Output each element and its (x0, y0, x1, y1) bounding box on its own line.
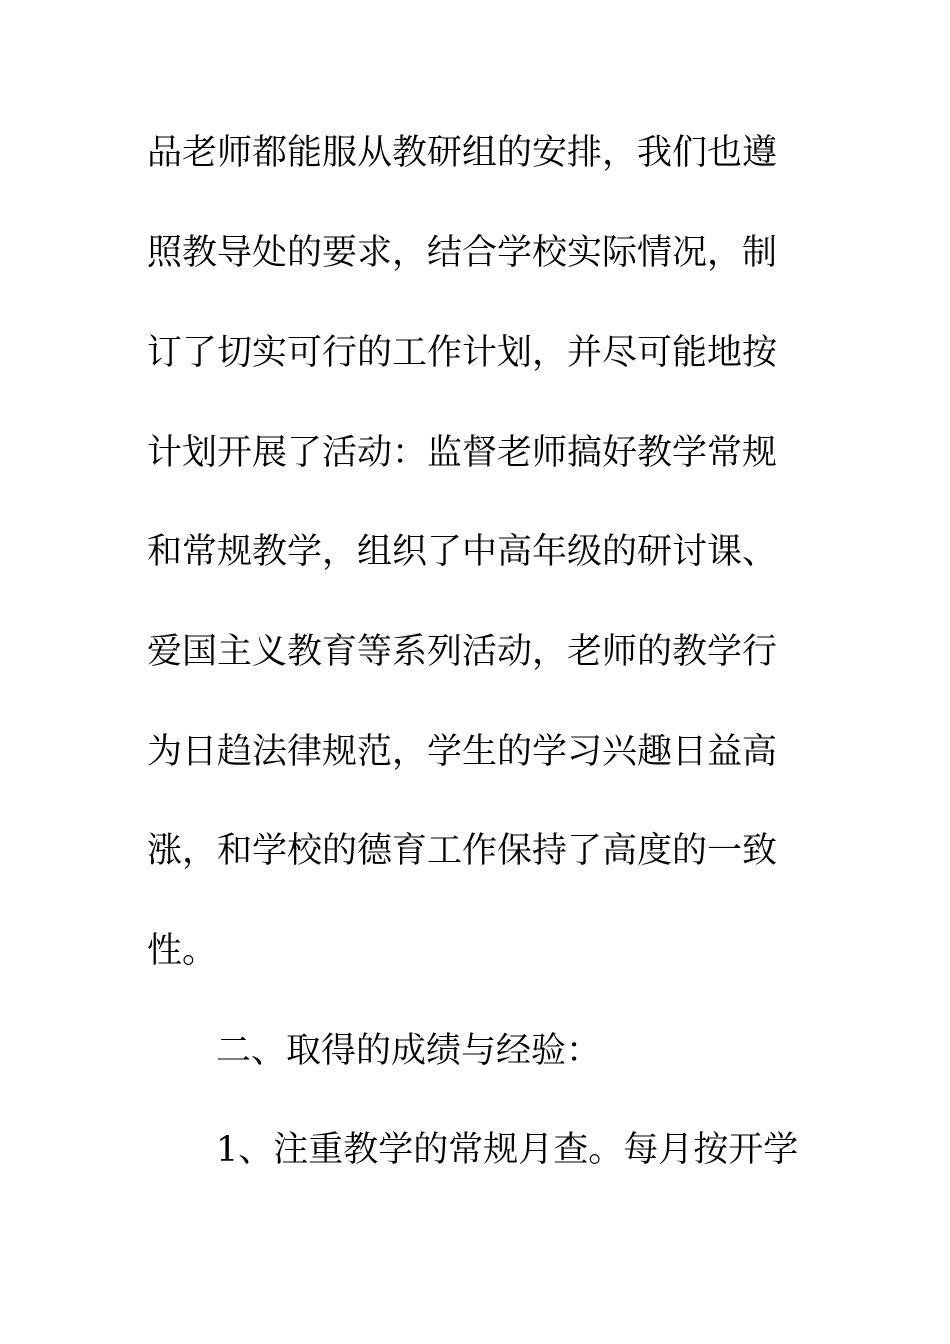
body-text-line: 性。 (147, 931, 218, 971)
body-text-line: 爱国主义教育等系列活动，老师的教学行 (147, 632, 778, 672)
body-text-line: 计划开展了活动：监督老师搞好教学常规 (147, 433, 778, 473)
body-text-line: 和常规教学，组织了中高年级的研讨课、 (147, 532, 778, 572)
body-text-line: 为日趋法律规范，学生的学习兴趣日益高 (147, 732, 778, 772)
body-text-line: 照教导处的要求，结合学校实际情况，制 (147, 233, 778, 273)
body-text-line: 品老师都能服从教研组的安排，我们也遵 (147, 133, 778, 173)
body-text-line: 涨，和学校的德育工作保持了高度的一致 (147, 831, 778, 871)
body-text-line: 订了切实可行的工作计划，并尽可能地按 (147, 333, 778, 373)
section-heading: 二、取得的成绩与经验： (216, 1031, 602, 1071)
list-item-1: 1、注重教学的常规月查。每月按开学 (216, 1130, 799, 1170)
